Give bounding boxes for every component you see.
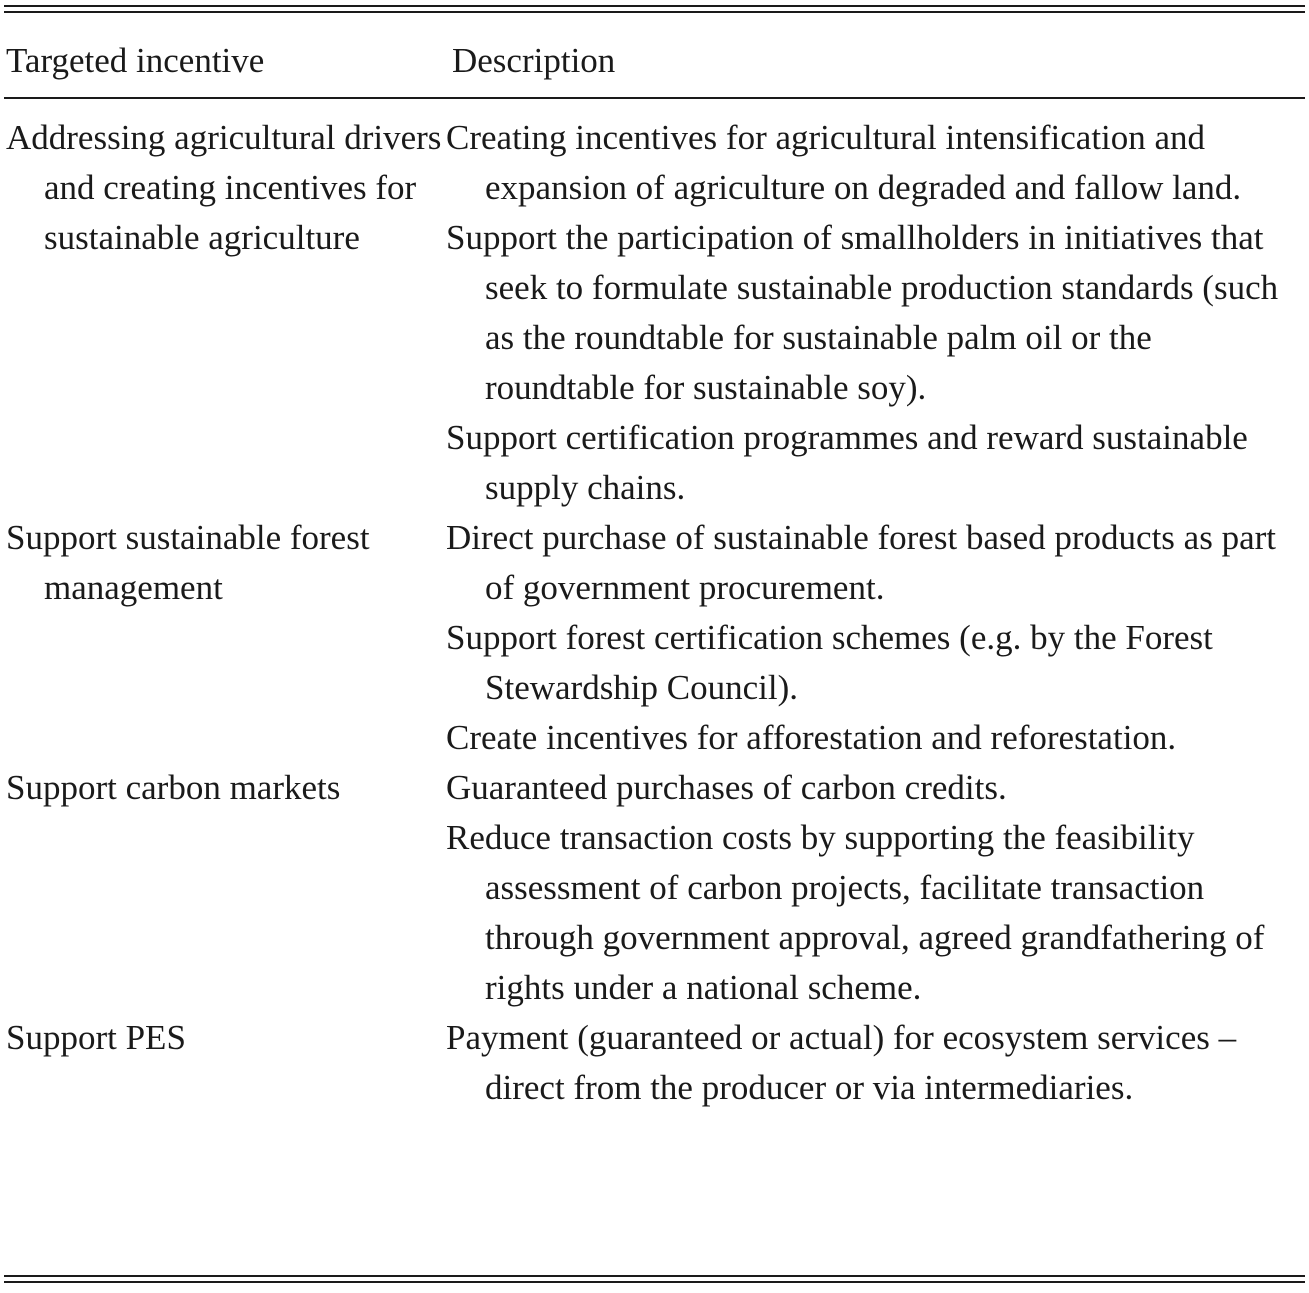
header-rule bbox=[4, 97, 1305, 99]
description-item: Reduce transaction costs by supporting the feasibility assessment of carbon projects, facilitate transaction through government approval, agreed grandfathering of rights under a national scheme. bbox=[446, 818, 1265, 1007]
description-item: Support the participation of smallholders in initiatives that seek to formulate sustainable production standards (such as the roundtable for sustainable palm oil or the roundtable for sustainable soy). bbox=[446, 218, 1279, 407]
table-body bbox=[0, 113, 1309, 1113]
description-item: Payment (guaranteed or actual) for ecosystem services – direct from the producer or via intermediaries. bbox=[446, 1018, 1237, 1107]
table-row bbox=[0, 763, 1309, 1013]
incentive-cell: Support PES bbox=[6, 1018, 186, 1057]
description-item: Support forest certification schemes (e.g. by the Forest Stewardship Council). bbox=[446, 618, 1213, 707]
description-item: Creating incentives for agricultural intensification and expansion of agriculture on degraded and fallow land. bbox=[446, 118, 1242, 207]
description-item: Create incentives for afforestation and reforestation. bbox=[446, 718, 1177, 757]
description-cell bbox=[446, 513, 1301, 763]
bottom-rule-outer bbox=[4, 1281, 1305, 1283]
description-cell bbox=[446, 1013, 1301, 1113]
table-row bbox=[0, 1013, 1309, 1113]
description-item: Direct purchase of sustainable forest based products as part of government procurement. bbox=[446, 518, 1276, 607]
incentive-cell: Support sustainable forest management bbox=[6, 518, 370, 607]
table-row bbox=[0, 513, 1309, 763]
bottom-rule-inner bbox=[4, 1275, 1305, 1277]
incentive-cell: Support carbon markets bbox=[6, 768, 341, 807]
description-cell bbox=[446, 113, 1301, 513]
description-item: Support certification programmes and reward sustainable supply chains. bbox=[446, 418, 1248, 507]
description-cell bbox=[446, 763, 1301, 1013]
description-item: Guaranteed purchases of carbon credits. bbox=[446, 768, 1007, 807]
top-rule-outer bbox=[4, 5, 1305, 7]
header-targeted-incentive: Targeted incentive bbox=[6, 41, 265, 80]
header-description: Description bbox=[452, 41, 616, 80]
top-rule-inner bbox=[4, 11, 1305, 13]
table-row bbox=[0, 113, 1309, 513]
incentive-cell: Addressing agricultural drivers and creating incentives for sustainable agriculture bbox=[6, 118, 442, 257]
